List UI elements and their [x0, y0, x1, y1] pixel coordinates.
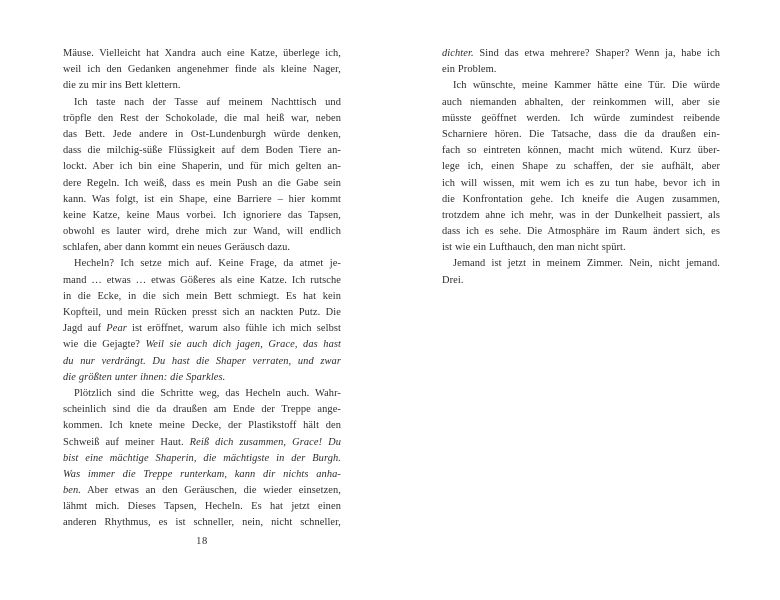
text-line — [442, 78, 720, 94]
text-line — [63, 240, 341, 256]
text-segment: kann. Was folgt, ist ein Shape, eine Barriere – hier kommt — [63, 193, 341, 205]
text-segment: obwohl es lauter wird, drehe mich zur Wand, will endlich — [63, 226, 341, 238]
italic-text-segment: du nur verdrängt. Du hast die Shaper verraten, und zwar — [63, 355, 341, 367]
text-segment: schlafen, aber dann kommt ein neues Geräusch dazu. — [63, 242, 291, 254]
text-segment: wie die Gejagte? — [63, 339, 146, 351]
text-segment: Kopfteil, und mein Rücken presst sich an nackten Putz. Die — [63, 307, 341, 318]
page-left-text-block — [63, 46, 341, 532]
text-segment: keine Katze, keine Maus vorbei. Ich ignoriere das Tapsen, — [63, 209, 341, 221]
text-segment: auch niemanden abhalten, der reinkommen will, aber sie — [442, 96, 720, 108]
text-line — [63, 289, 341, 305]
text-line — [63, 402, 341, 418]
text-segment: anderen Rhythmus, es ist schneller, nein, nicht schneller, — [63, 517, 341, 529]
text-line — [63, 451, 341, 467]
text-line — [442, 224, 720, 240]
text-segment: trotzdem ahne ich mehr, was in der Dunkelheit passiert, als — [442, 209, 720, 221]
text-line — [63, 62, 341, 78]
text-line — [442, 143, 720, 159]
text-line — [63, 483, 341, 499]
text-line — [63, 370, 341, 386]
italic-text-segment: Weil sie auch dich jagen, Grace, das hast — [145, 339, 341, 351]
text-line — [63, 143, 341, 159]
text-line — [442, 256, 720, 272]
text-segment: ist eröffnet, warum also fühle ich mich selbst — [126, 323, 341, 335]
text-line — [442, 176, 720, 192]
text-segment: ich will wissen, mit wem ich es zu tun habe, bevor ich in — [442, 177, 720, 189]
text-segment: lege ich, einen Shape zu schaffen, der sie aufhält, aber — [442, 161, 720, 173]
text-line — [442, 273, 720, 289]
text-line — [63, 46, 341, 62]
text-line — [442, 62, 720, 78]
text-segment: lockt. Aber ich bin eine Shaperin, und für mich gelten an- — [63, 161, 341, 173]
text-segment: Scharniere hören. Die Tatsache, dass die da draußen ein- — [442, 128, 720, 140]
text-line — [63, 418, 341, 434]
text-segment: die zu mir ins Bett klettern. — [63, 80, 181, 92]
text-line — [63, 354, 341, 370]
text-line — [63, 499, 341, 515]
text-line — [63, 95, 341, 111]
text-line — [63, 127, 341, 143]
text-line — [442, 46, 720, 62]
text-segment: dere Regeln. Ich weiß, dass es mein Push an die Gabe sein — [63, 177, 341, 189]
page-right — [390, 0, 780, 600]
text-line — [63, 515, 341, 531]
text-line — [442, 111, 720, 127]
text-line — [442, 192, 720, 208]
text-segment: müsste geöffnet werden. Ich würde zumindest reibende — [442, 112, 720, 124]
text-segment: Sind das etwa mehrere? Shaper? Wenn ja, habe ich — [473, 48, 720, 59]
text-segment: Aber etwas an den Geräuschen, die wieder einsetzen, — [81, 485, 341, 497]
text-segment: Ich taste nach der Tasse auf meinem Nachttisch und — [74, 96, 341, 108]
italic-text-segment: die größten unter ihnen: die Sparkles. — [63, 371, 226, 383]
italic-text-segment: Reiß dich zusammen, Grace! Du — [189, 436, 341, 448]
text-line — [63, 208, 341, 224]
text-segment: das Bett. Jede andere in Ost-Lundenburgh würde denken, — [63, 128, 341, 140]
text-segment: Hecheln? Ich setze mich auf. Keine Frage, da atmet je- — [74, 258, 341, 270]
text-line — [442, 208, 720, 224]
text-segment: ein Problem. — [442, 64, 497, 76]
page-number-left: 18 — [196, 536, 208, 547]
text-segment: Ich wünschte, meine Kammer hätte eine Tür. Die würde — [453, 80, 720, 92]
text-segment: fach so eintreten können, macht mich wütend. Kurz über- — [442, 145, 720, 157]
text-line — [63, 78, 341, 94]
text-segment: ist wie ein Lufthauch, den man nicht spürt. — [442, 242, 626, 254]
text-line — [63, 273, 341, 289]
italic-text-segment: ben. — [63, 485, 82, 497]
text-segment: weil ich den Gedanken angenehmer finde als kleine Nager, — [63, 64, 341, 76]
text-line — [63, 386, 341, 402]
text-line — [63, 337, 341, 353]
italic-text-segment: Pear — [106, 323, 127, 335]
text-segment: Drei. — [442, 274, 464, 286]
text-segment: mand … etwas … etwas Gößeres als eine Katze. Ich rutsche — [63, 274, 341, 286]
text-segment: die Konfrontation gehe. Ich kneife die Augen zusammen, — [442, 193, 720, 205]
text-segment: lähmt mich. Dieses Tapsen, Hecheln. Es hat jetzt einen — [63, 501, 341, 513]
italic-text-segment: bist eine mächtige Shaperin, die mächtigste in der Burgh. — [63, 452, 341, 464]
text-line — [63, 111, 341, 127]
text-line — [63, 224, 341, 240]
text-line — [63, 305, 341, 321]
text-line — [442, 95, 720, 111]
text-line — [442, 240, 720, 256]
text-line — [63, 467, 341, 483]
text-segment: in die Ecke, in die sich mein Bett schmiegt. Es hat kein — [63, 290, 341, 302]
text-segment: Jagd auf — [63, 323, 107, 335]
text-line — [63, 176, 341, 192]
text-segment: Mäuse. Vielleicht hat Xandra auch eine Katze, überlege ich, — [63, 48, 341, 59]
text-segment: scheinlich sind die da draußen am Ende der Treppe ange- — [63, 404, 341, 416]
text-segment: dass die milchig-süße Flüssigkeit auf dem Boden Tiere an- — [63, 145, 341, 157]
page-right-text-block — [442, 46, 720, 289]
text-line — [442, 127, 720, 143]
text-segment: Plötzlich sind die Schritte weg, das Hecheln auch. Wahr- — [74, 387, 341, 399]
text-line — [63, 321, 341, 337]
text-line — [63, 192, 341, 208]
text-line — [63, 435, 341, 451]
text-segment: Schweiß auf meiner Haut. — [63, 436, 190, 448]
italic-text-segment: dichter. — [442, 48, 474, 59]
text-line — [63, 159, 341, 175]
text-segment: tröpfle den Rest der Schokolade, die mal heiß war, neben — [63, 112, 341, 124]
text-segment: dass ich es sehe. Die Atmosphäre im Raum ändert sich, es — [442, 226, 720, 238]
text-line — [442, 159, 720, 175]
text-segment: Jemand ist jetzt in meinem Zimmer. Nein, nicht jemand. — [453, 258, 720, 270]
text-segment: kommen. Ich knete meine Decke, der Plastikstoff hält den — [63, 420, 341, 432]
text-line — [63, 256, 341, 272]
italic-text-segment: Was immer die Treppe runterkam, kann dir nichts anha- — [63, 468, 341, 480]
